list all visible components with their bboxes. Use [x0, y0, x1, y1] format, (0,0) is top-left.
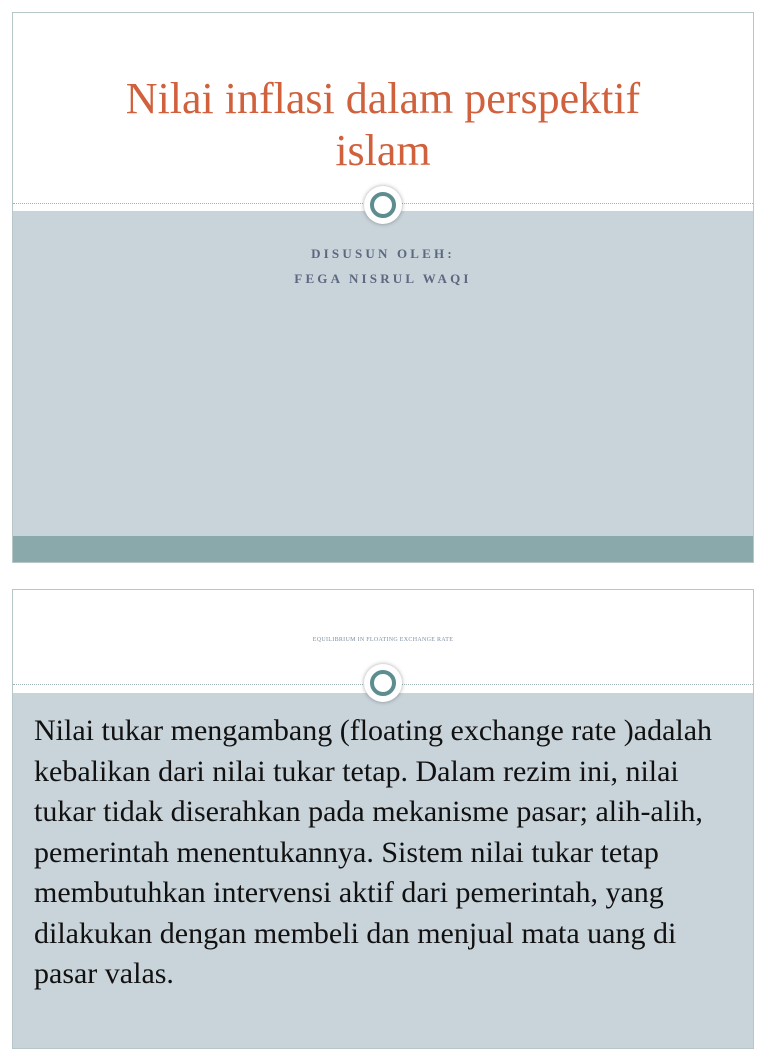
footer-bar — [13, 536, 753, 562]
title-area — [13, 13, 753, 203]
content-slide — [12, 589, 754, 1049]
slide-title: EQUILIBRIUM IN FLOATING EXCHANGE RATE — [312, 637, 454, 643]
author-name: FEGA NISRUL WAQI — [294, 271, 472, 286]
title-slide — [12, 12, 754, 563]
author-block — [13, 241, 753, 291]
ring-divider-icon — [364, 186, 402, 224]
slide-body-text: Nilai tukar mengambang (floating exchange rate )adalah kebalikan dari nilai tukar tetap. Dalam rezim ini, nilai tukar tidak diserahkan pada mekanisme pasar; alih-alih, pemerintah menentukannya. Sistem nilai tukar tetap membutuhkan intervensi aktif dari pemerintah, yang dilakukan dengan membeli dan menjual mata uang di pasar valas. — [34, 714, 713, 990]
author-label: DISUSUN OLEH: — [311, 246, 455, 261]
slide-title: Nilai inflasi dalam perspektif islam — [125, 74, 641, 175]
ring-divider-icon — [364, 664, 402, 702]
